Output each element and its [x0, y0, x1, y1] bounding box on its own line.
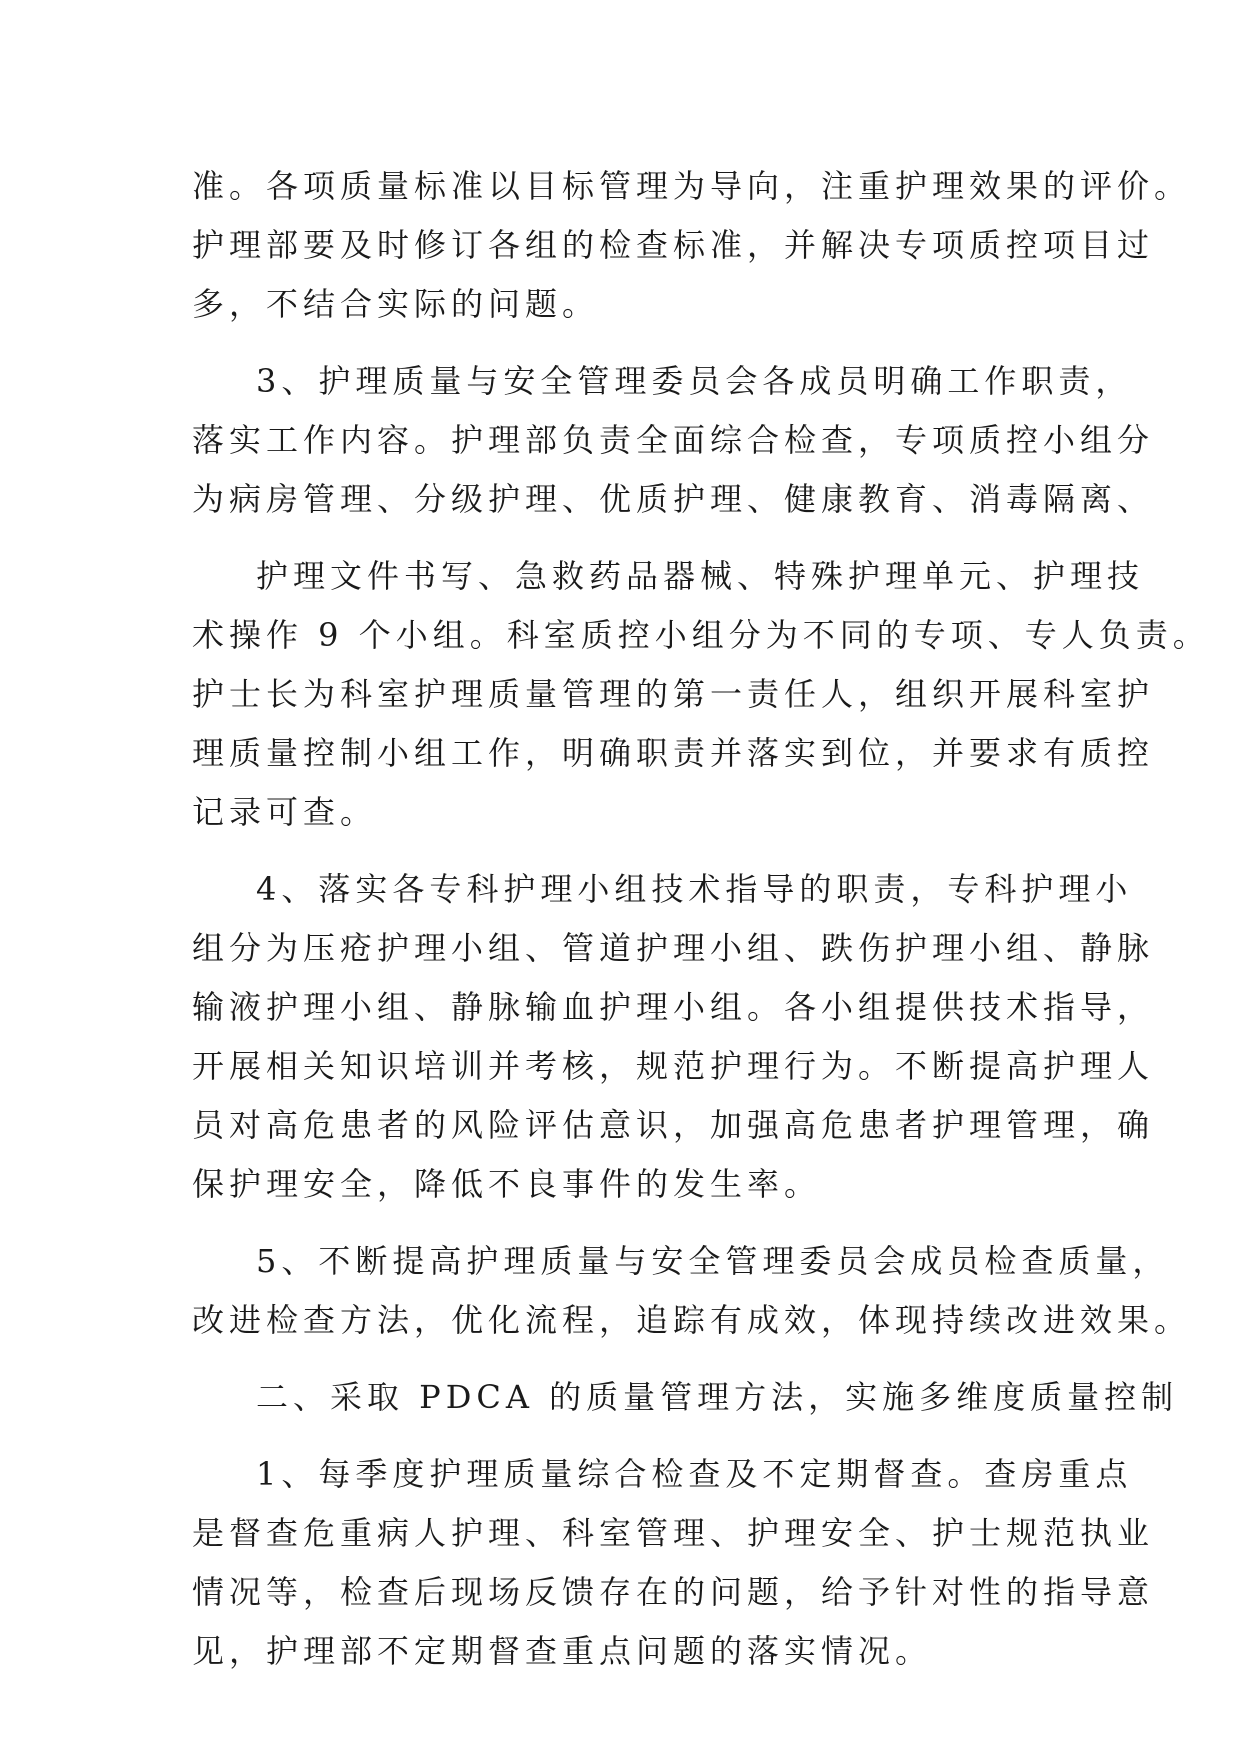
- document-page: [192, 157, 1210, 1681]
- paragraph-1-start: 1、每季度护理质量综合检查及不定期督查。查房重点: [256, 1455, 1133, 1493]
- text-line: 改进检查方法，优化流程，追踪有成效，体现持续改进效果。: [192, 1301, 1192, 1339]
- text-line: 理质量控制小组工作，明确职责并落实到位，并要求有质控: [192, 734, 1155, 772]
- text-line: 见，护理部不定期督查重点问题的落实情况。: [192, 1632, 933, 1670]
- paragraph-4-start: 4、落实各专科护理小组技术指导的职责，专科护理小: [256, 870, 1133, 908]
- text-line: 输液护理小组、静脉输血护理小组。各小组提供技术指导，: [192, 988, 1155, 1026]
- text-line-indented: 护理文件书写、急救药品器械、特殊护理单元、护理技: [256, 557, 1145, 595]
- paragraph-5-start: 5、不断提高护理质量与安全管理委员会成员检查质量，: [256, 1242, 1170, 1280]
- text-line: 保护理安全，降低不良事件的发生率。: [192, 1165, 822, 1203]
- text-line: 护士长为科室护理质量管理的第一责任人，组织开展科室护: [192, 675, 1155, 713]
- text-line: 记录可查。: [192, 793, 378, 831]
- text-line: 开展相关知识培训并考核，规范护理行为。不断提高护理人: [192, 1047, 1155, 1085]
- text-line: 准。各项质量标准以目标管理为导向，注重护理效果的评价。: [192, 167, 1192, 205]
- text-line: 多，不结合实际的问题。: [192, 285, 600, 323]
- text-line: 为病房管理、分级护理、优质护理、健康教育、消毒隔离、: [192, 480, 1155, 518]
- text-line: 组分为压疮护理小组、管道护理小组、跌伤护理小组、静脉: [192, 929, 1155, 967]
- text-line: 落实工作内容。护理部负责全面综合检查，专项质控小组分: [192, 421, 1155, 459]
- text-line: 术操作 9 个小组。科室质控小组分为不同的专项、专人负责。: [192, 616, 1210, 654]
- paragraph-3-start: 3、护理质量与安全管理委员会各成员明确工作职责，: [256, 362, 1133, 400]
- text-line: 是督查危重病人护理、科室管理、护理安全、护士规范执业: [192, 1514, 1155, 1552]
- text-line: 情况等，检查后现场反馈存在的问题，给予针对性的指导意: [192, 1573, 1155, 1611]
- text-line: 员对高危患者的风险评估意识，加强高危患者护理管理，确: [192, 1106, 1155, 1144]
- text-line: 护理部要及时修订各组的检查标准，并解决专项质控项目过: [192, 226, 1155, 264]
- section-heading: 二、采取 PDCA 的质量管理方法，实施多维度质量控制: [256, 1378, 1179, 1416]
